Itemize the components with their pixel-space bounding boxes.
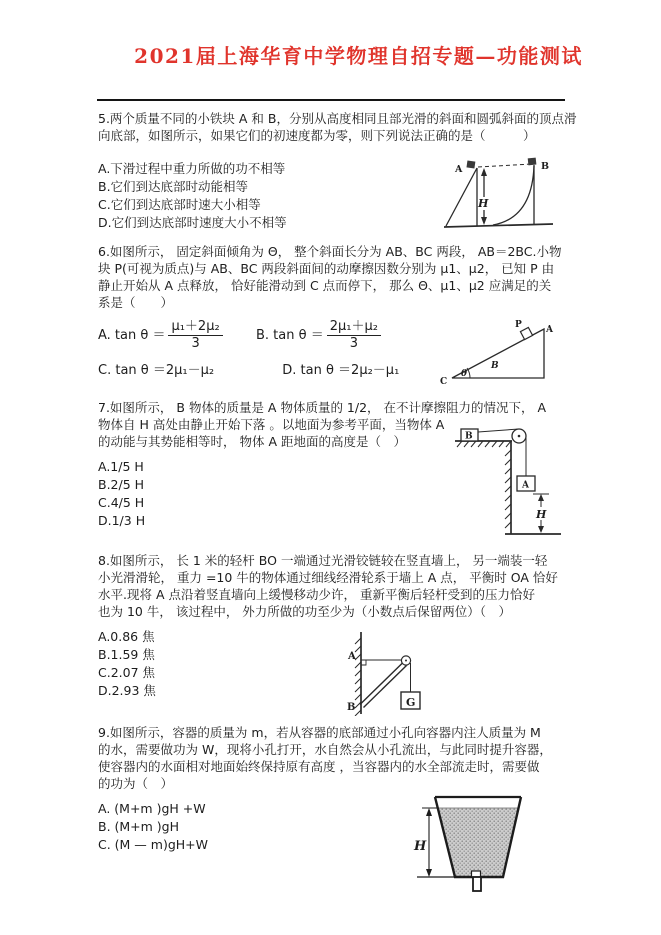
arrow-down-icon: [481, 217, 487, 225]
question-7-text-line: 物体自 H 高处由静止开始下落 。以地面为参考平面，当物体 A: [98, 417, 445, 432]
option-c: C.2.07 焦: [98, 665, 156, 680]
question-6-text-line: 6.如图所示， 固定斜面倾角为 Θ， 整个斜面长分为 AB、BC 两段， AB＝2BC.小物: [98, 244, 562, 259]
label-b: B: [465, 431, 473, 442]
drain-hole: [472, 871, 481, 877]
figure-q8-wall-rod-pulley: [327, 630, 449, 716]
label-b: B: [541, 161, 550, 172]
option-c: C.4/5 H: [98, 495, 145, 510]
figure-q5-incline-and-arc: [443, 152, 555, 232]
label-g: G: [406, 696, 416, 709]
question-9-text-line: 9.如图所示，容器的质量为 m，若从容器的底部通过小孔向容器内注人质量为 M: [98, 725, 541, 740]
label-p: P: [515, 320, 522, 330]
question-8-text-line: 小光滑滑轮， 重力 =10 牛的物体通过细线经滑轮系于墙上 A 点， 平衡时 OA 恰好: [98, 570, 558, 585]
numerator: μ₁＋2μ₂: [168, 319, 222, 336]
arrow-up-icon: [481, 168, 487, 176]
label-a: A: [348, 651, 356, 662]
page-title: 2021届上海华育中学物理自招专题—功能测试: [134, 44, 583, 68]
label-a: A: [522, 480, 529, 491]
option-d: D. tan θ ＝2μ₂－μ₁: [282, 363, 400, 378]
question-6-text-line: 静止开始从 A 点释放， 恰好能滑动到 C 点而停下， 那么 Θ、μ1、μ2 应满足的关: [98, 278, 552, 293]
figure-q7-pulley-table: [455, 424, 563, 538]
label-h: H: [536, 508, 547, 521]
question-7-text-line: 的动能与其势能相等时， 物体 A 距地面的高度是（ ）: [98, 434, 406, 449]
fraction: [327, 319, 381, 351]
pulley-axle-icon: [518, 435, 521, 438]
arrow-up-icon: [538, 494, 544, 501]
question-9-text-line: 的功为（ ）: [98, 776, 174, 791]
option-b: B.2/5 H: [98, 477, 145, 492]
question-9-text-line: 使容器内的水面相对地面始终保持原有高度 ，当容器内的水全部流走时，需要做: [98, 759, 540, 774]
label-theta: θ: [461, 369, 468, 379]
option-a-prefix: A. tan θ ＝: [98, 327, 166, 343]
arrow-down-icon: [426, 869, 432, 877]
option-b: B. (M+m )gH: [98, 819, 180, 834]
block-p: [520, 327, 532, 339]
option-d: D.2.93 焦: [98, 683, 156, 698]
block-b: [528, 158, 537, 166]
arrow-up-icon: [426, 808, 432, 816]
label-c: C: [440, 377, 448, 387]
option-d: D.1/3 H: [98, 513, 146, 528]
option-b: B.1.59 焦: [98, 647, 155, 662]
option-a: [98, 319, 256, 351]
drain-spout: [473, 877, 481, 891]
question-5-text-line: 向底部，如图所示，如果它们的初速度都为零，则下列说法正确的是（ ）: [98, 128, 536, 143]
arrow-down-icon: [538, 526, 544, 533]
option-a: A.0.86 焦: [98, 629, 155, 644]
label-b: B: [347, 702, 356, 713]
pulley-axle-icon: [405, 660, 407, 662]
denominator: 3: [349, 336, 358, 351]
block-a: [466, 160, 475, 168]
label-a: A: [546, 325, 553, 335]
question-8-text-line: 8.如图所示， 长 1 米的轻杆 BO 一端通过光滑铰链较在竖直墙上， 另一端装一轻: [98, 553, 548, 568]
question-8-text-line: 也为 10 牛， 该过程中， 外力所做的功至少为（小数点后保留两位）（ ）: [98, 604, 512, 619]
question-9-text-line: 的水，需要做功为 W，现将小孔打开，水自然会从小孔流出，与此同时提升容器，: [98, 742, 552, 757]
question-6-text-line: 块 P(可视为质点)与 AB、BC 两段斜面间的动摩擦因数分别为 μ1、μ2， 已知 P 由: [98, 261, 555, 276]
option-a: A.下滑过程中重力所做的功不相等: [98, 161, 286, 176]
label-h: H: [478, 197, 489, 210]
title-divider: [97, 99, 565, 101]
question-7-text-line: 7.如图所示， B 物体的质量是 A 物体质量的 1/2， 在不计摩擦阻力的情况下， A: [98, 400, 547, 415]
option-b: [256, 319, 381, 351]
option-a: A. (M+m )gH +W: [98, 801, 206, 816]
figure-q9-water-container: [413, 788, 541, 898]
question-5-text-line: 5.两个质量不同的小铁块 A 和 B，分别从高度相同且部光滑的斜面和圆弧斜面的顶点滑: [98, 111, 577, 126]
question-8-text-line: 水平.现将 A 点沿着竖直墙向上缓慢移动少许， 重新平衡后轻杆受到的压力恰好: [98, 587, 535, 602]
label-b: B: [491, 361, 499, 371]
label-a: A: [455, 164, 463, 175]
figure-q6-inclined-plane: [438, 316, 556, 388]
option-d: D.它们到达底部时速度大小不相等: [98, 215, 287, 230]
numerator: 2μ₁＋μ₂: [327, 319, 381, 336]
option-c: C.它们到达底部时速大小相等: [98, 197, 261, 212]
fraction: [168, 319, 222, 351]
option-c: C. tan θ ＝2μ₁－μ₂: [98, 363, 215, 378]
question-6-text-line: 系是（ ）: [98, 295, 174, 310]
option-b-prefix: B. tan θ ＝: [256, 327, 324, 343]
label-h: H: [414, 839, 427, 854]
option-a: A.1/5 H: [98, 459, 144, 474]
denominator: 3: [191, 336, 200, 351]
option-b: B.它们到达底部时动能相等: [98, 179, 249, 194]
option-c: C. (M — m)gH+W: [98, 837, 209, 852]
